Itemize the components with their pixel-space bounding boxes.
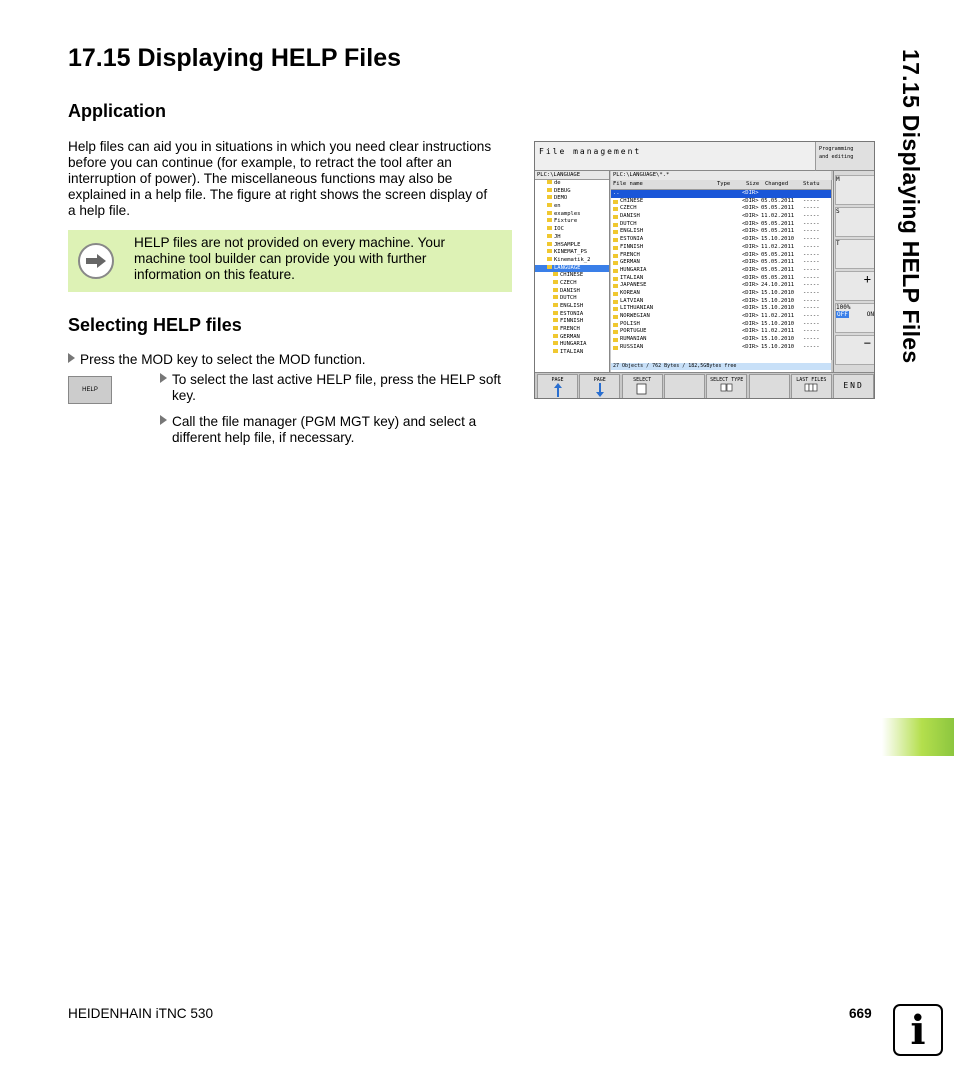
column-header[interactable]: Changed <box>765 181 789 187</box>
folder-icon <box>613 261 618 265</box>
softkey-bar <box>535 372 875 399</box>
cell-name: KOREAN <box>620 289 640 296</box>
cell-name: JAPANESE <box>620 282 647 289</box>
tree-item[interactable]: ESTONIA <box>535 311 609 319</box>
tree-path: PLC:\LANGUAGE <box>535 171 609 180</box>
cell-date: 05.05.2011 <box>761 274 795 281</box>
cell-name: LATVIAN <box>620 297 644 304</box>
tree-item[interactable]: JHSAMPLE <box>535 242 609 250</box>
file-row[interactable] <box>611 313 831 321</box>
cell-name: HUNGARIA <box>620 266 647 273</box>
folder-icon <box>547 218 552 222</box>
file-row[interactable] <box>611 190 831 198</box>
file-row[interactable] <box>611 205 831 213</box>
folder-icon <box>553 334 558 338</box>
cell-date: 05.05.2011 <box>761 228 795 235</box>
cell-name: RUSSIAN <box>620 343 644 350</box>
folder-icon <box>613 269 618 273</box>
feed-plus-box <box>835 271 875 301</box>
section-heading-selecting: Selecting HELP files <box>68 315 242 335</box>
file-list <box>611 171 831 374</box>
file-row[interactable] <box>611 290 831 298</box>
folder-icon <box>553 280 558 284</box>
cell-name: ITALIAN <box>620 274 644 281</box>
folder-icon <box>613 300 618 304</box>
cell-status: ----- <box>803 343 820 350</box>
softkey-0[interactable]: PAGE <box>537 374 578 399</box>
tree-item[interactable]: FRENCH <box>535 326 609 334</box>
file-row[interactable] <box>611 344 831 352</box>
cell-date: 15.10.2010 <box>761 336 795 343</box>
tree-item[interactable]: HUNGARIA <box>535 341 609 349</box>
file-type-icon <box>707 383 746 395</box>
s-box: S <box>835 207 875 237</box>
cell-status: ----- <box>803 313 820 319</box>
file-row[interactable] <box>611 267 831 275</box>
folder-icon <box>547 203 552 207</box>
cell-name: CHINESE <box>620 197 644 204</box>
tree-item[interactable]: ITALIAN <box>535 349 609 357</box>
cell-size: <DIR> <box>742 228 759 235</box>
cell-status: ----- <box>803 297 820 304</box>
cell-date: 05.05.2011 <box>761 251 795 258</box>
cell-size: <DIR> <box>742 313 759 319</box>
folder-icon <box>613 246 618 250</box>
folder-icon <box>553 349 558 353</box>
step-last-help: To select the last active HELP file, press the HELP soft key. <box>160 372 516 404</box>
cell-name: POLISH <box>620 320 640 327</box>
m-box: M <box>835 175 875 205</box>
file-row[interactable] <box>611 252 831 260</box>
folder-icon <box>613 215 618 219</box>
folder-icon <box>547 234 552 238</box>
cell-date: 15.10.2010 <box>761 305 795 312</box>
tree-item[interactable]: GERMAN <box>535 334 609 342</box>
softkey-7[interactable]: END <box>833 374 874 399</box>
file-row[interactable] <box>611 221 831 229</box>
softkey-5[interactable] <box>749 374 790 399</box>
cell-date: 15.10.2010 <box>761 343 795 350</box>
cell-name: NORWEGIAN <box>620 313 650 319</box>
cell-status: ----- <box>803 282 820 289</box>
folder-icon <box>547 211 552 215</box>
folder-icon <box>547 265 552 269</box>
cell-size: <DIR> <box>742 343 759 350</box>
folder-icon <box>613 207 618 211</box>
folder-icon <box>547 188 552 192</box>
folder-icon <box>613 307 618 311</box>
cell-name: DANISH <box>620 213 640 220</box>
cell-name: DUTCH <box>620 220 637 227</box>
cell-name: GERMAN <box>620 259 640 266</box>
folder-icon <box>547 249 552 253</box>
cell-size: <DIR> <box>742 266 759 273</box>
column-header[interactable]: Size <box>746 181 760 187</box>
cell-size: <DIR> <box>742 190 759 196</box>
cell-date: 05.05.2011 <box>761 259 795 266</box>
cell-status: ----- <box>803 259 820 266</box>
arrow-down-icon <box>580 383 619 399</box>
cell-size: <DIR> <box>742 289 759 296</box>
tree-item[interactable]: en <box>535 203 609 211</box>
cell-name: .. <box>613 190 620 196</box>
file-row[interactable] <box>611 236 831 244</box>
softkey-2[interactable]: SELECT <box>622 374 663 399</box>
folder-icon <box>553 303 558 307</box>
tree-item[interactable]: de <box>535 180 609 188</box>
folder-icon <box>613 230 618 234</box>
cell-name: RUMANIAN <box>620 336 647 343</box>
cell-name: LITHUANIAN <box>620 305 654 312</box>
section-heading-application: Application <box>68 101 166 121</box>
application-paragraph: Help files can aid you in situations in which you need clear instructions before you can continue (for example, to retract the tool after an interruption of power). The miscellaneous functions may also be explained in a help file. The figure at right shows the screen display of a help file. <box>68 139 492 218</box>
folder-icon <box>613 315 618 319</box>
t-box: T <box>835 239 875 269</box>
cell-size: <DIR> <box>742 236 759 243</box>
cell-date: 15.10.2010 <box>761 236 795 243</box>
tree-item[interactable]: examples <box>535 211 609 219</box>
machine-panel <box>833 171 875 374</box>
file-row[interactable] <box>611 244 831 252</box>
cell-name: FRENCH <box>620 251 640 258</box>
folder-icon <box>613 254 618 258</box>
cell-size: <DIR> <box>742 320 759 327</box>
tree-item[interactable]: Fixture <box>535 218 609 226</box>
folder-icon <box>553 318 558 322</box>
file-row[interactable] <box>611 321 831 329</box>
cell-size: <DIR> <box>742 243 759 250</box>
softkey-1[interactable]: PAGE <box>579 374 620 399</box>
column-header[interactable]: File name <box>613 181 643 187</box>
cell-date: 11.02.2011 <box>761 313 795 319</box>
note-text: HELP files are not provided on every machine. Your machine tool builder can provide you with further information on this feature. <box>134 235 446 282</box>
cell-status: ----- <box>803 274 820 281</box>
cell-name: ENGLISH <box>620 228 644 235</box>
cell-date: 15.10.2010 <box>761 320 795 327</box>
folder-icon <box>553 272 558 276</box>
plus-icon: + <box>863 272 871 286</box>
folder-icon <box>613 277 618 281</box>
tree-item[interactable]: CHINESE <box>535 272 609 280</box>
cell-size: <DIR> <box>742 213 759 220</box>
file-row[interactable] <box>611 275 831 283</box>
cell-size: <DIR> <box>742 336 759 343</box>
cell-date: 11.02.2011 <box>761 328 795 335</box>
folder-icon <box>547 180 552 184</box>
mode-indicator: Programming and editing <box>815 142 875 171</box>
side-chapter-title: 17.15 Displaying HELP Files <box>898 49 924 364</box>
column-header[interactable]: Type <box>717 181 731 187</box>
cell-size: <DIR> <box>742 282 759 289</box>
list-path: PLC:\LANGUAGE\*.* <box>611 171 831 180</box>
softkey-3[interactable] <box>664 374 705 399</box>
step-call-manager: Call the file manager (PGM MGT key) and select a different help file, if necessary. <box>160 414 516 446</box>
folder-icon <box>613 200 618 204</box>
tree-item[interactable]: Kinematik_2 <box>535 257 609 265</box>
folder-icon <box>613 323 618 327</box>
cell-size: <DIR> <box>742 251 759 258</box>
folder-icon <box>553 311 558 315</box>
file-row[interactable] <box>611 336 831 344</box>
cell-size: <DIR> <box>742 259 759 266</box>
folder-icon <box>613 223 618 227</box>
folder-icon <box>553 341 558 345</box>
cell-date: 15.10.2010 <box>761 289 795 296</box>
cell-status: ----- <box>803 236 820 243</box>
list-header <box>611 180 831 190</box>
softkey-6[interactable]: LAST FILES <box>791 374 832 399</box>
cell-name: PORTUGUE <box>620 328 647 335</box>
file-row[interactable] <box>611 282 831 290</box>
tree-item[interactable]: LANGUAGE <box>535 265 609 273</box>
cell-date: 05.05.2011 <box>761 220 795 227</box>
file-row[interactable] <box>611 305 831 313</box>
cell-status: ----- <box>803 336 820 343</box>
cell-status: ----- <box>803 197 820 204</box>
file-row[interactable] <box>611 213 831 221</box>
cell-date: 05.05.2011 <box>761 266 795 273</box>
cell-status: ----- <box>803 266 820 273</box>
folder-icon <box>553 295 558 299</box>
cell-status: ----- <box>803 220 820 227</box>
cell-date: 11.02.2011 <box>761 213 795 220</box>
file-row[interactable] <box>611 198 831 206</box>
cell-status: ----- <box>803 213 820 220</box>
cell-name: FINNISH <box>620 243 644 250</box>
cell-status: ----- <box>803 243 820 250</box>
cell-status: ----- <box>803 289 820 296</box>
chapter-tab <box>882 718 954 756</box>
cell-status: ----- <box>803 251 820 258</box>
folder-icon <box>613 338 618 342</box>
cell-date: 11.02.2011 <box>761 243 795 250</box>
cell-date: 24.10.2011 <box>761 282 795 289</box>
step-arrow-icon <box>68 353 75 363</box>
tree-item[interactable]: FINNISH <box>535 318 609 326</box>
footer-product: HEIDENHAIN iTNC 530 <box>68 1006 214 1021</box>
tree-item[interactable]: DUTCH <box>535 295 609 303</box>
screen-title: File management <box>535 142 815 171</box>
file-management-screenshot <box>534 141 875 399</box>
page-title: 17.15 Displaying HELP Files <box>68 44 402 72</box>
tree-item[interactable]: JH <box>535 234 609 242</box>
folder-icon <box>547 242 552 246</box>
cell-date: 15.10.2010 <box>761 297 795 304</box>
folder-icon <box>553 326 558 330</box>
folder-icon <box>547 257 552 261</box>
directory-tree <box>535 171 610 374</box>
tree-item[interactable]: IOC <box>535 226 609 234</box>
cell-status: ----- <box>803 205 820 212</box>
cell-size: <DIR> <box>742 220 759 227</box>
folder-icon <box>553 288 558 292</box>
file-row[interactable] <box>611 298 831 306</box>
step-arrow-icon <box>160 415 167 425</box>
cell-status: ----- <box>803 328 820 335</box>
page-number: 669 <box>849 1006 872 1021</box>
tree-item[interactable]: ENGLISH <box>535 303 609 311</box>
folder-icon <box>613 238 618 242</box>
step-arrow-icon <box>160 373 167 383</box>
override-box: 100% OFF ON <box>835 303 875 333</box>
info-icon: i <box>893 1004 943 1056</box>
cell-size: <DIR> <box>742 305 759 312</box>
tree-item[interactable]: DEBUG <box>535 188 609 196</box>
arrow-right-icon <box>78 243 114 279</box>
tree-item[interactable]: DANISH <box>535 288 609 296</box>
file-row[interactable] <box>611 259 831 267</box>
folder-icon <box>547 195 552 199</box>
feed-minus-box <box>835 335 875 365</box>
note-box <box>68 230 512 292</box>
cell-name: CZECH <box>620 205 637 212</box>
minus-icon: − <box>863 336 871 350</box>
cell-date: 05.05.2011 <box>761 205 795 212</box>
step-mod: Press the MOD key to select the MOD function. <box>68 352 366 368</box>
column-header[interactable]: Statu <box>803 181 820 187</box>
cell-status: ----- <box>803 305 820 312</box>
cell-size: <DIR> <box>742 328 759 335</box>
cell-size: <DIR> <box>742 274 759 281</box>
folder-icon <box>613 330 618 334</box>
cell-size: <DIR> <box>742 197 759 204</box>
cell-date: 05.05.2011 <box>761 197 795 204</box>
folder-icon <box>547 226 552 230</box>
file-row[interactable] <box>611 228 831 236</box>
softkey-4[interactable]: SELECT TYPE <box>706 374 747 399</box>
folder-icon <box>613 346 618 350</box>
recent-files-icon <box>792 383 831 395</box>
arrow-up-icon <box>538 383 577 399</box>
tree-item[interactable]: DEMO <box>535 195 609 203</box>
file-row[interactable] <box>611 328 831 336</box>
tree-item[interactable]: KINEMAT_PS <box>535 249 609 257</box>
file-icon <box>623 383 662 397</box>
cell-status: ----- <box>803 228 820 235</box>
cell-size: <DIR> <box>742 205 759 212</box>
cell-name: ESTONIA <box>620 236 644 243</box>
help-softkey[interactable]: HELP <box>68 376 112 404</box>
tree-item[interactable]: CZECH <box>535 280 609 288</box>
cell-status: ----- <box>803 320 820 327</box>
cell-size: <DIR> <box>742 297 759 304</box>
folder-icon <box>613 292 618 296</box>
folder-icon <box>613 284 618 288</box>
status-bar: 27 Objects / 762 Bytes / 182,5GBytes free <box>611 363 831 370</box>
